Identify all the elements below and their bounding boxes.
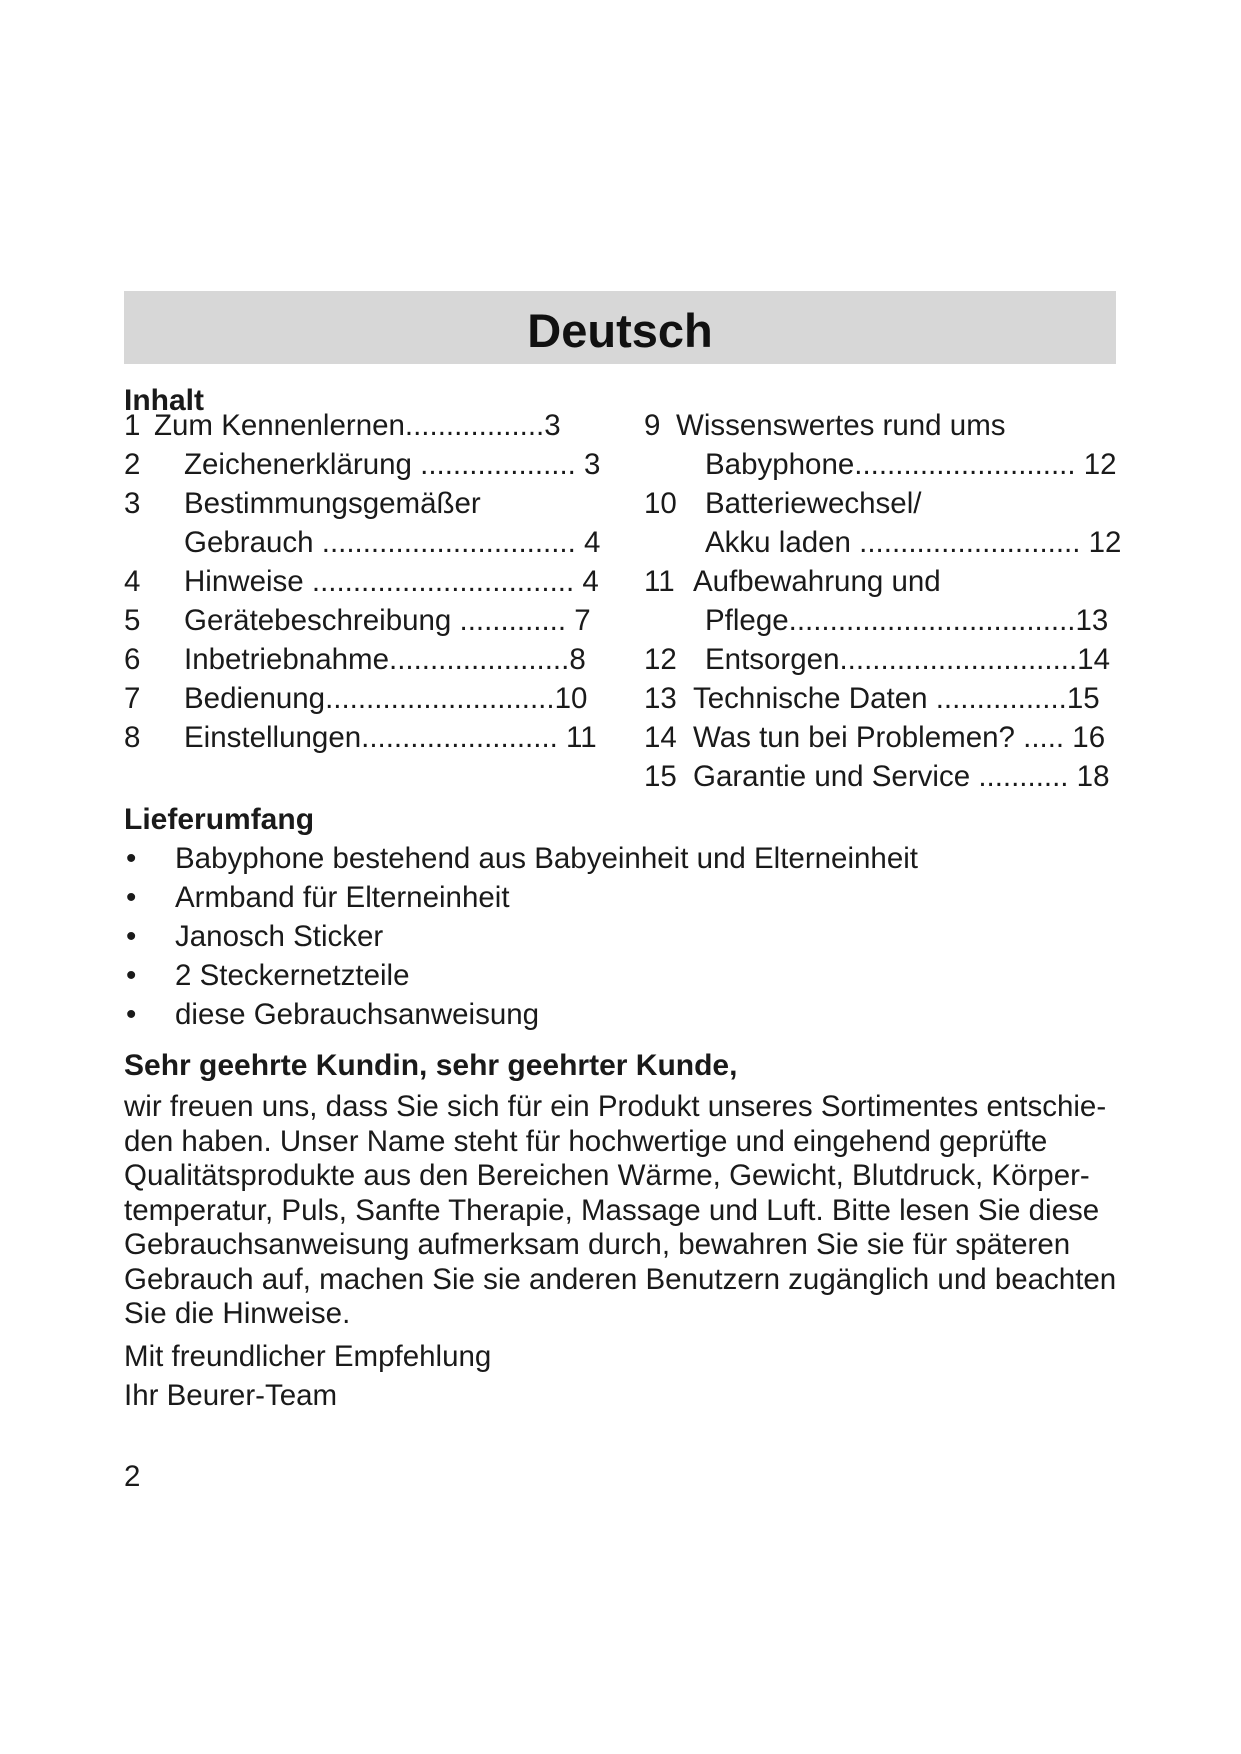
toc-entry-text: Bedienung............................10 xyxy=(184,682,588,715)
toc-entry-text: Pflege...................................13 xyxy=(705,604,1109,637)
bullet-icon: • xyxy=(126,842,137,875)
list-item-text: diese Gebrauchsanweisung xyxy=(175,998,540,1031)
toc-entry-text: Bestimmungsgemäßer xyxy=(184,487,481,520)
paragraph-line: Qualitätsprodukte aus den Bereichen Wärme, Gewicht, Blutdruck, Körper- xyxy=(124,1159,1090,1192)
toc-entry-text: Hinweise ................................ 4 xyxy=(184,565,599,598)
toc-entry-number: 13 xyxy=(644,682,677,715)
toc-entry-text: Aufbewahrung und xyxy=(693,565,941,598)
toc-entry-text: Was tun bei Problemen? ..... 16 xyxy=(693,721,1106,754)
toc-entry-number: 3 xyxy=(124,487,141,520)
toc-entry-text: Inbetriebnahme......................8 xyxy=(184,643,586,676)
toc-entry-number: 7 xyxy=(124,682,141,715)
paragraph-line: den haben. Unser Name steht für hochwertige und eingehend geprüfte xyxy=(124,1124,1048,1158)
toc-entry-number: 1 xyxy=(124,409,141,442)
toc-entry-number: 9 xyxy=(644,409,661,442)
paragraph-line: temperatur, Puls, Sanfte Therapie, Massage und Luft. Bitte lesen Sie diese xyxy=(124,1193,1100,1227)
closing-signature: Ihr Beurer-Team xyxy=(124,1379,338,1412)
toc-entry-number: 15 xyxy=(644,760,677,793)
bullet-icon: • xyxy=(126,998,137,1031)
toc-entry-number: 14 xyxy=(644,721,677,754)
page-title: Deutsch xyxy=(527,304,713,357)
list-item-text: 2 Steckernetzteile xyxy=(175,959,410,992)
salutation: Sehr geehrte Kundin, sehr geehrter Kunde, xyxy=(124,1049,738,1082)
bullet-icon: • xyxy=(126,920,137,953)
toc-entry-text: Garantie und Service ........... 18 xyxy=(693,760,1110,793)
toc-entry-text: Akku laden ........................... 12 xyxy=(705,526,1122,559)
list-item-text: Janosch Sticker xyxy=(175,920,384,953)
toc-entry-text: Babyphone........................... 12 xyxy=(705,448,1117,481)
toc-entry-text: Zeichenerklärung ................... 3 xyxy=(184,448,601,481)
toc-entry-number: 2 xyxy=(124,448,141,481)
toc-entry-text: Gerätebeschreibung ............. 7 xyxy=(184,604,591,637)
paragraph-line: Gebrauch auf, machen Sie sie anderen Benutzern zugänglich und beachten xyxy=(124,1262,1117,1296)
toc-entry-text: Wissenswertes rund ums xyxy=(676,409,1006,442)
bullet-icon: • xyxy=(126,959,137,992)
intro-paragraph xyxy=(124,1090,1124,1332)
toc-entry-text: Entsorgen.............................14 xyxy=(705,643,1110,676)
page-number: 2 xyxy=(124,1460,141,1493)
paragraph-line: Sie die Hinweise. xyxy=(124,1297,351,1330)
paragraph-line: wir freuen uns, dass Sie sich für ein Produkt unseres Sortimentes entschie- xyxy=(124,1090,1107,1123)
toc-entry-number: 10 xyxy=(644,487,677,520)
toc-entry-number: 5 xyxy=(124,604,141,637)
toc-entry-number: 8 xyxy=(124,721,141,754)
toc-heading: Inhalt xyxy=(124,384,204,417)
delivery-heading: Lieferumfang xyxy=(124,803,315,836)
toc-entry-number: 4 xyxy=(124,565,141,598)
toc-entry-number: 12 xyxy=(644,643,677,676)
toc-entry-text: Einstellungen........................ 11 xyxy=(184,721,597,754)
closing-greeting: Mit freundlicher Empfehlung xyxy=(124,1340,492,1373)
toc-entry-text: Gebrauch ............................... 4 xyxy=(184,526,601,559)
paragraph-line: Gebrauchsanweisung aufmerksam durch, bewahren Sie sie für späteren xyxy=(124,1228,1071,1261)
toc-entry-number: 11 xyxy=(644,565,675,598)
list-item-text: Babyphone bestehend aus Babyeinheit und Elterneinheit xyxy=(175,842,918,875)
bullet-icon: • xyxy=(126,881,137,914)
toc-entry-text: Zum Kennenlernen.................3 xyxy=(154,409,561,442)
toc-entry-text: Technische Daten ................15 xyxy=(693,682,1100,715)
toc-entry-text: Batteriewechsel/ xyxy=(705,487,922,520)
list-item-text: Armband für Elterneinheit xyxy=(175,881,510,914)
toc-entry-number: 6 xyxy=(124,643,141,676)
language-banner xyxy=(124,291,1116,364)
